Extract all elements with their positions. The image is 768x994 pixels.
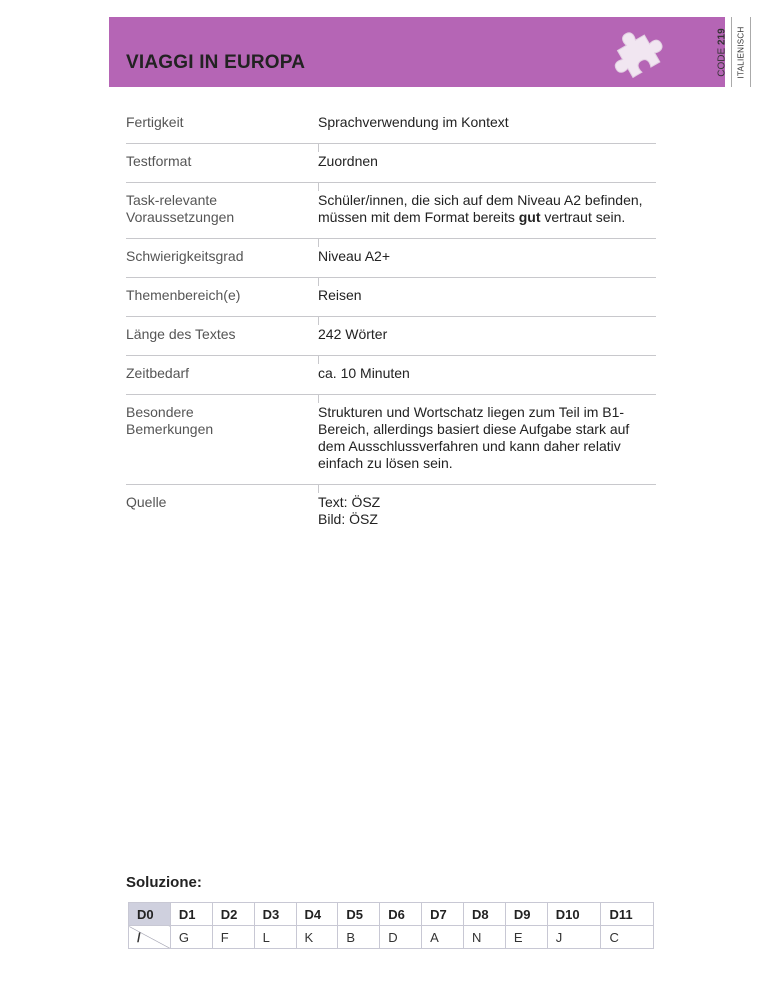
solution-answer-cell: L — [254, 926, 296, 949]
solution-header-cell: D6 — [380, 903, 422, 926]
info-label: Testformat — [126, 153, 192, 169]
solution-header-cell: D0 — [129, 903, 171, 926]
info-row — [126, 355, 656, 394]
solution-header-cell: D9 — [505, 903, 547, 926]
language-text: ITALIENISCH — [736, 25, 746, 79]
info-value: Strukturen und Wortschatz liegen zum Teil im B1-Bereich, allerdings basiert diese Aufgabe stark auf dem Ausschlussverfahren und kann daher relativ einfach zu lösen sein. — [318, 404, 630, 471]
info-label: Länge des Textes — [126, 326, 236, 342]
solution-header-cell: D3 — [254, 903, 296, 926]
info-label: Schwierigkeitsgrad — [126, 248, 244, 264]
solution-answer-cell: D — [380, 926, 422, 949]
solution-answer-cell: K — [296, 926, 338, 949]
info-row — [126, 277, 656, 316]
puzzle-piece-icon — [607, 22, 669, 84]
page-title: VIAGGI IN EUROPA — [126, 52, 306, 73]
solution-header-row — [129, 903, 654, 926]
solution-header-cell: D4 — [296, 903, 338, 926]
solution-answer-cell: E — [505, 926, 547, 949]
solution-header-cell: D10 — [547, 903, 601, 926]
info-value: ca. 10 Minuten — [318, 365, 410, 381]
solution-answer-row — [129, 926, 654, 949]
solution-answer-cell: / — [129, 926, 171, 949]
solution-header-cell: D8 — [464, 903, 506, 926]
solution-answer-cell: G — [170, 926, 212, 949]
language-label — [731, 17, 751, 87]
info-row — [126, 182, 656, 238]
solution-answer-cell: N — [464, 926, 506, 949]
source-image: Bild: ÖSZ — [318, 511, 378, 527]
info-label: Fertigkeit — [126, 114, 184, 130]
info-value: Schüler/innen, die sich auf dem Niveau A2 befinden, müssen mit dem Format bereits gut vertraut sein. — [318, 192, 643, 225]
info-row — [126, 394, 656, 484]
info-value: Niveau A2+ — [318, 248, 390, 264]
info-value — [318, 485, 656, 540]
code-number: 219 — [716, 27, 728, 45]
info-value: Sprachverwendung im Kontext — [318, 114, 509, 130]
info-value: Reisen — [318, 287, 362, 303]
solution-header-cell: D5 — [338, 903, 380, 926]
info-label: Task-relevante Voraussetzungen — [126, 192, 235, 225]
info-label: Quelle — [126, 494, 167, 510]
info-value: Zuordnen — [318, 153, 378, 169]
solution-answer-cell: B — [338, 926, 380, 949]
info-row — [126, 316, 656, 355]
solution-table — [128, 902, 654, 949]
info-label: Zeitbedarf — [126, 365, 190, 381]
info-row — [126, 484, 656, 540]
solution-header-cell: D1 — [170, 903, 212, 926]
info-label: Themenbereich(e) — [126, 287, 241, 303]
info-table — [126, 105, 656, 540]
info-label: Besondere Bemerkungen — [126, 404, 214, 437]
source-text: Text: ÖSZ — [318, 494, 381, 510]
solution-answer-cell: J — [547, 926, 601, 949]
info-row — [126, 238, 656, 277]
solution-answer-cell: A — [422, 926, 464, 949]
solution-title: Soluzione: — [126, 874, 202, 891]
info-row — [126, 105, 656, 143]
solution-header-cell: D7 — [422, 903, 464, 926]
code-label — [712, 17, 732, 87]
info-row — [126, 143, 656, 182]
solution-header-cell: D11 — [601, 903, 654, 926]
code-text: CODE — [716, 47, 728, 77]
solution-answer-cell: F — [212, 926, 254, 949]
info-value: 242 Wörter — [318, 326, 388, 342]
solution-header-cell: D2 — [212, 903, 254, 926]
solution-answer-cell: C — [601, 926, 654, 949]
